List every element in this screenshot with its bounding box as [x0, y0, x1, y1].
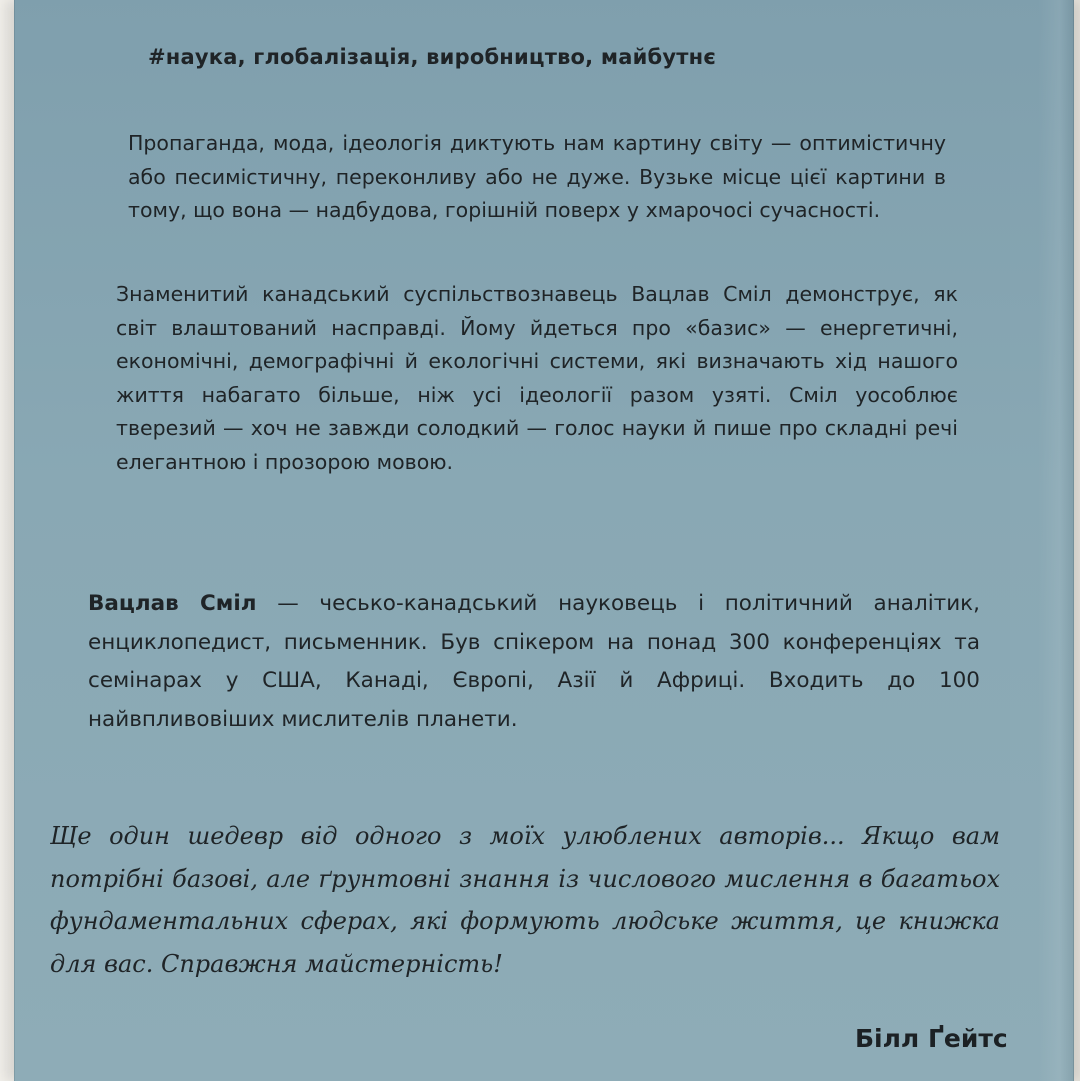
description-paragraph-2: Знаменитий канадський суспільствознавець Вацлав Сміл демонструє, як світ влаштований насправді. Йому йдеться про «базис» — енергетичні, економічні, демографічні й екологічні системи, які визначають хід нашого життя набагато більше, ніж усі ідеології разом узяті. Сміл уособлює тверезий — хоч не завжди солодкий — голос науки й пише про складні речі елегантною і прозорою мовою.	[116, 282, 958, 474]
cover-edge-highlight	[1038, 0, 1074, 1081]
author-bio-text: — чесько-канадський науковець і політичний аналітик, енциклопедист, письменник. Був спікером на понад 300 конференціях та семінарах у США, Канаді, Європі, Азії й Африці. Входить до 100 найвпливовіших мислителів планети.	[88, 591, 980, 732]
author-bio	[88, 585, 980, 739]
description-paragraph-1: Пропаганда, мода, ідеологія диктують нам картину світу — оптимістичну або песимістичну, переконливу або не дуже. Вузьке місце цієї картини в тому, що вона — надбудова, горішній поверх у хмарочосі сучасності.	[128, 131, 946, 222]
author-name: Вацлав Сміл	[88, 591, 257, 616]
endorsement-quote: Ще один шедевр від одного з моїх улюблених авторів... Якщо вам потрібні базові, але ґрунтовні знання із числового мислення в багатьох фундаментальних сферах, які формують людське життя, це книжка для вас. Справжня майстерність!	[50, 822, 1000, 978]
quote-author: Білл Ґейтс	[855, 1024, 1008, 1053]
subject-tags: #наука, глобалізація, виробництво, майбутнє	[148, 45, 717, 69]
